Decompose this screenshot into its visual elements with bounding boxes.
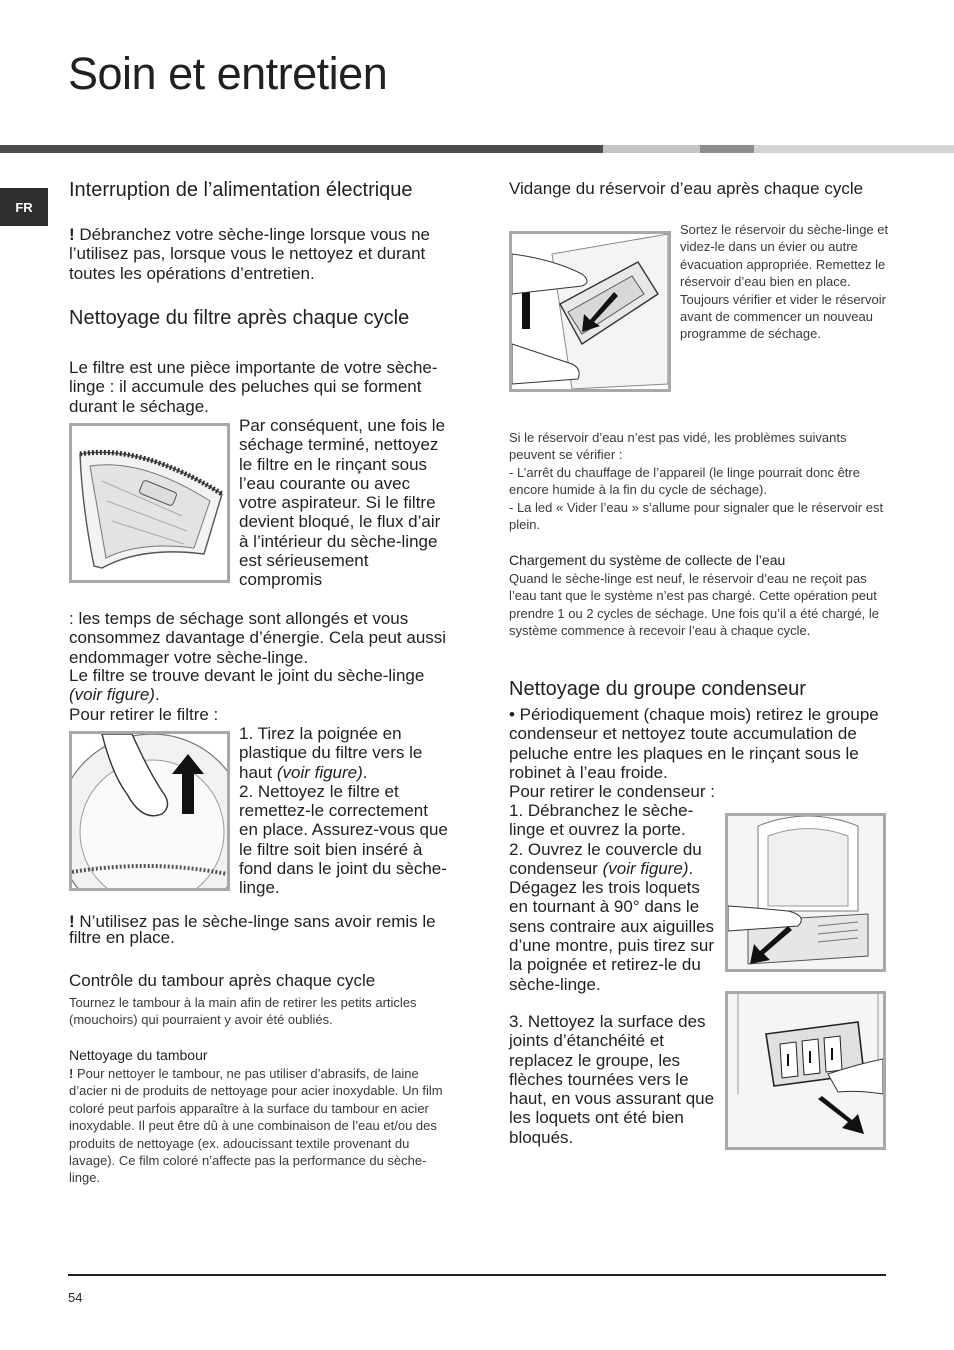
water-tank-text: Sortez le réservoir du sèche-linge et videz-le dans un évier ou autre évacuation appropriée. Remettez le réservoir d’eau bien en place. Toujours vérifier et vider le réservoir avant de commencer un nouveau programme de séchage. — [680, 222, 889, 342]
filter-step-1-dot: . — [362, 762, 368, 782]
water-tank-figure — [509, 231, 671, 392]
filter-location-ref: (voir figure) — [69, 685, 155, 705]
filter-step-2: 2. Nettoyez le filtre et remettez-le correctement en place. Assurez-vous que le filtre soit bien inséré à fond dans le joint du sèche-linge. — [239, 781, 448, 898]
filter-pull-icon — [72, 734, 227, 888]
condenser-door-icon — [728, 816, 883, 969]
section-text-power — [69, 225, 447, 283]
filter-step-1 — [239, 724, 449, 782]
header-bar-mid — [700, 145, 754, 153]
condenser-unit-icon — [728, 994, 883, 1147]
filter-figure — [69, 423, 230, 583]
section-title-filter: Nettoyage du filtre après chaque cycle — [69, 307, 410, 329]
drum-check-text: Tournez le tambour à la main afin de retirer les petits articles (mouchoirs) qui pourraient y avoir été oubliés. — [69, 995, 417, 1028]
condenser-step-1: 1. Débranchez le sèche-linge et ouvrez la porte. — [509, 801, 694, 840]
section-title-drum-check: Contrôle du tambour après chaque cycle — [69, 971, 376, 990]
filter-location-text — [69, 666, 449, 705]
condenser-step-2-a: 2. Ouvrez le couvercle du condenseur — [509, 839, 702, 878]
power-text: Débranchez votre sèche-linge lorsque vous ne l’utilisez pas, lorsque vous le nettoyez et durant toutes les opérations d’entretien. — [69, 225, 430, 283]
filter-remove-label: Pour retirer le filtre : — [69, 705, 219, 724]
condenser-door-figure — [725, 813, 886, 972]
warning-mark: ! — [69, 912, 75, 931]
filter-intro: Le filtre est une pièce importante de votre sèche-linge : il accumule des peluches qui se forment durant le séchage. — [69, 358, 438, 416]
drum-clean-text — [69, 1065, 449, 1187]
condenser-removal-figure — [725, 991, 886, 1150]
section-title-condenser: Nettoyage du groupe condenseur — [509, 678, 806, 700]
filter-location-dot: . — [154, 685, 160, 705]
water-tank-warning-3: - La led « Vider l’eau » s’allume pour signaler que le réservoir est plein. — [509, 499, 884, 533]
water-system-text: Quand le sèche-linge est neuf, le réservoir d’eau ne reçoit pas l’eau tant que le système n’est pas chargé. Cette opération peut prendre 1 ou 2 cycles de séchage. Une fois qu’il a été chargé, le système commence à recevoir l’eau à chaque cycle. — [509, 571, 880, 639]
filter-removal-figure — [69, 731, 230, 891]
section-title-water-system: Chargement du système de collecte de l’eau — [509, 552, 786, 568]
condenser-steps — [509, 801, 717, 994]
water-tank-warning-1: Si le réservoir d’eau n’est pas vidé, les problèmes suivants peuvent se vérifier : — [509, 430, 847, 463]
section-title-water-tank: Vidange du réservoir d’eau après chaque cycle — [509, 179, 864, 198]
filter-continued-text: : les temps de séchage sont allongés et vous consommez davantage d’énergie. Cela peut aussi endommager votre sèche-linge. — [69, 609, 447, 667]
filter-step-1-a: 1. Tirez la poignée en plastique du filtre vers le haut — [239, 724, 423, 782]
drum-clean-body: Pour nettoyer le tambour, ne pas utiliser d’abrasifs, de laine d’acier ni de produits de nettoyage pour acier inoxydable. Un film coloré peut parfois apparaître à la surface du tambour en acier inoxydable. Il peut être dû à une combinaison de l’eau et/ou des produits de nettoyage (ex. adoucissant textile provenant du lavage). Ce film coloré n’affecte pas la performance du sèche-linge. — [69, 1066, 443, 1186]
water-tank-warning-2: - L’arrêt du chauffage de l’appareil (le linge pourrait donc être encore humide à la fin du cycle de séchage). — [509, 464, 860, 498]
condenser-step-2-b: . Dégagez les trois loquets en tournant à 90° dans le sens contraire aux aiguilles d’une montre, puis tirez sur la poignée et retirez-le du sèche-linge. — [509, 858, 715, 994]
condenser-step-3: 3. Nettoyez la surface des joints d’étanchéité et replacez le groupe, les flèches tournées vers le haut, en vous assurant que les loquets ont été bien bloqués. — [509, 1012, 715, 1147]
lint-filter-icon — [72, 426, 227, 580]
filter-warning-text: N’utilisez pas le sèche-linge sans avoir remis le filtre en place. — [69, 912, 436, 947]
header-bar-light — [603, 145, 700, 153]
warning-mark: ! — [69, 225, 75, 244]
condenser-step-2 — [509, 840, 717, 994]
filter-steps — [239, 724, 449, 898]
section-title-power: Interruption de l’alimentation électrique — [69, 179, 413, 201]
water-tank-warning — [509, 429, 889, 533]
warning-mark: ! — [69, 1066, 74, 1081]
filter-wrap-text: Par conséquent, une fois le séchage terminé, nettoyez le filtre en le rinçant sous l’eau courante ou avec votre aspirateur. Si le filtre devient bloqué, le flux d’air à l’intérieur du sèche-linge est sérieusement compromis — [239, 416, 446, 590]
filter-warning — [69, 914, 449, 946]
filter-location-a: Le filtre se trouve devant le joint du sèche-linge — [69, 666, 425, 685]
language-tab: FR — [0, 188, 48, 226]
condenser-remove-label: Pour retirer le condenseur : — [509, 782, 715, 801]
section-title-drum-clean: Nettoyage du tambour — [69, 1047, 208, 1063]
condenser-intro: • Périodiquement (chaque mois) retirez le groupe condenseur et nettoyez toute accumulation de peluche entre les plaques en le rinçant sous le robinet à l’eau froide. — [509, 705, 879, 782]
filter-step-1-ref: (voir figure) — [276, 762, 363, 782]
header-bar-dark — [0, 145, 603, 153]
condenser-step-2-ref: (voir figure) — [602, 858, 689, 878]
page-number: 54 — [68, 1290, 83, 1305]
footer-rule — [68, 1274, 886, 1276]
page-title: Soin et entretien — [68, 48, 388, 99]
header-bar-light-end — [754, 145, 954, 153]
water-tank-icon — [512, 234, 668, 389]
